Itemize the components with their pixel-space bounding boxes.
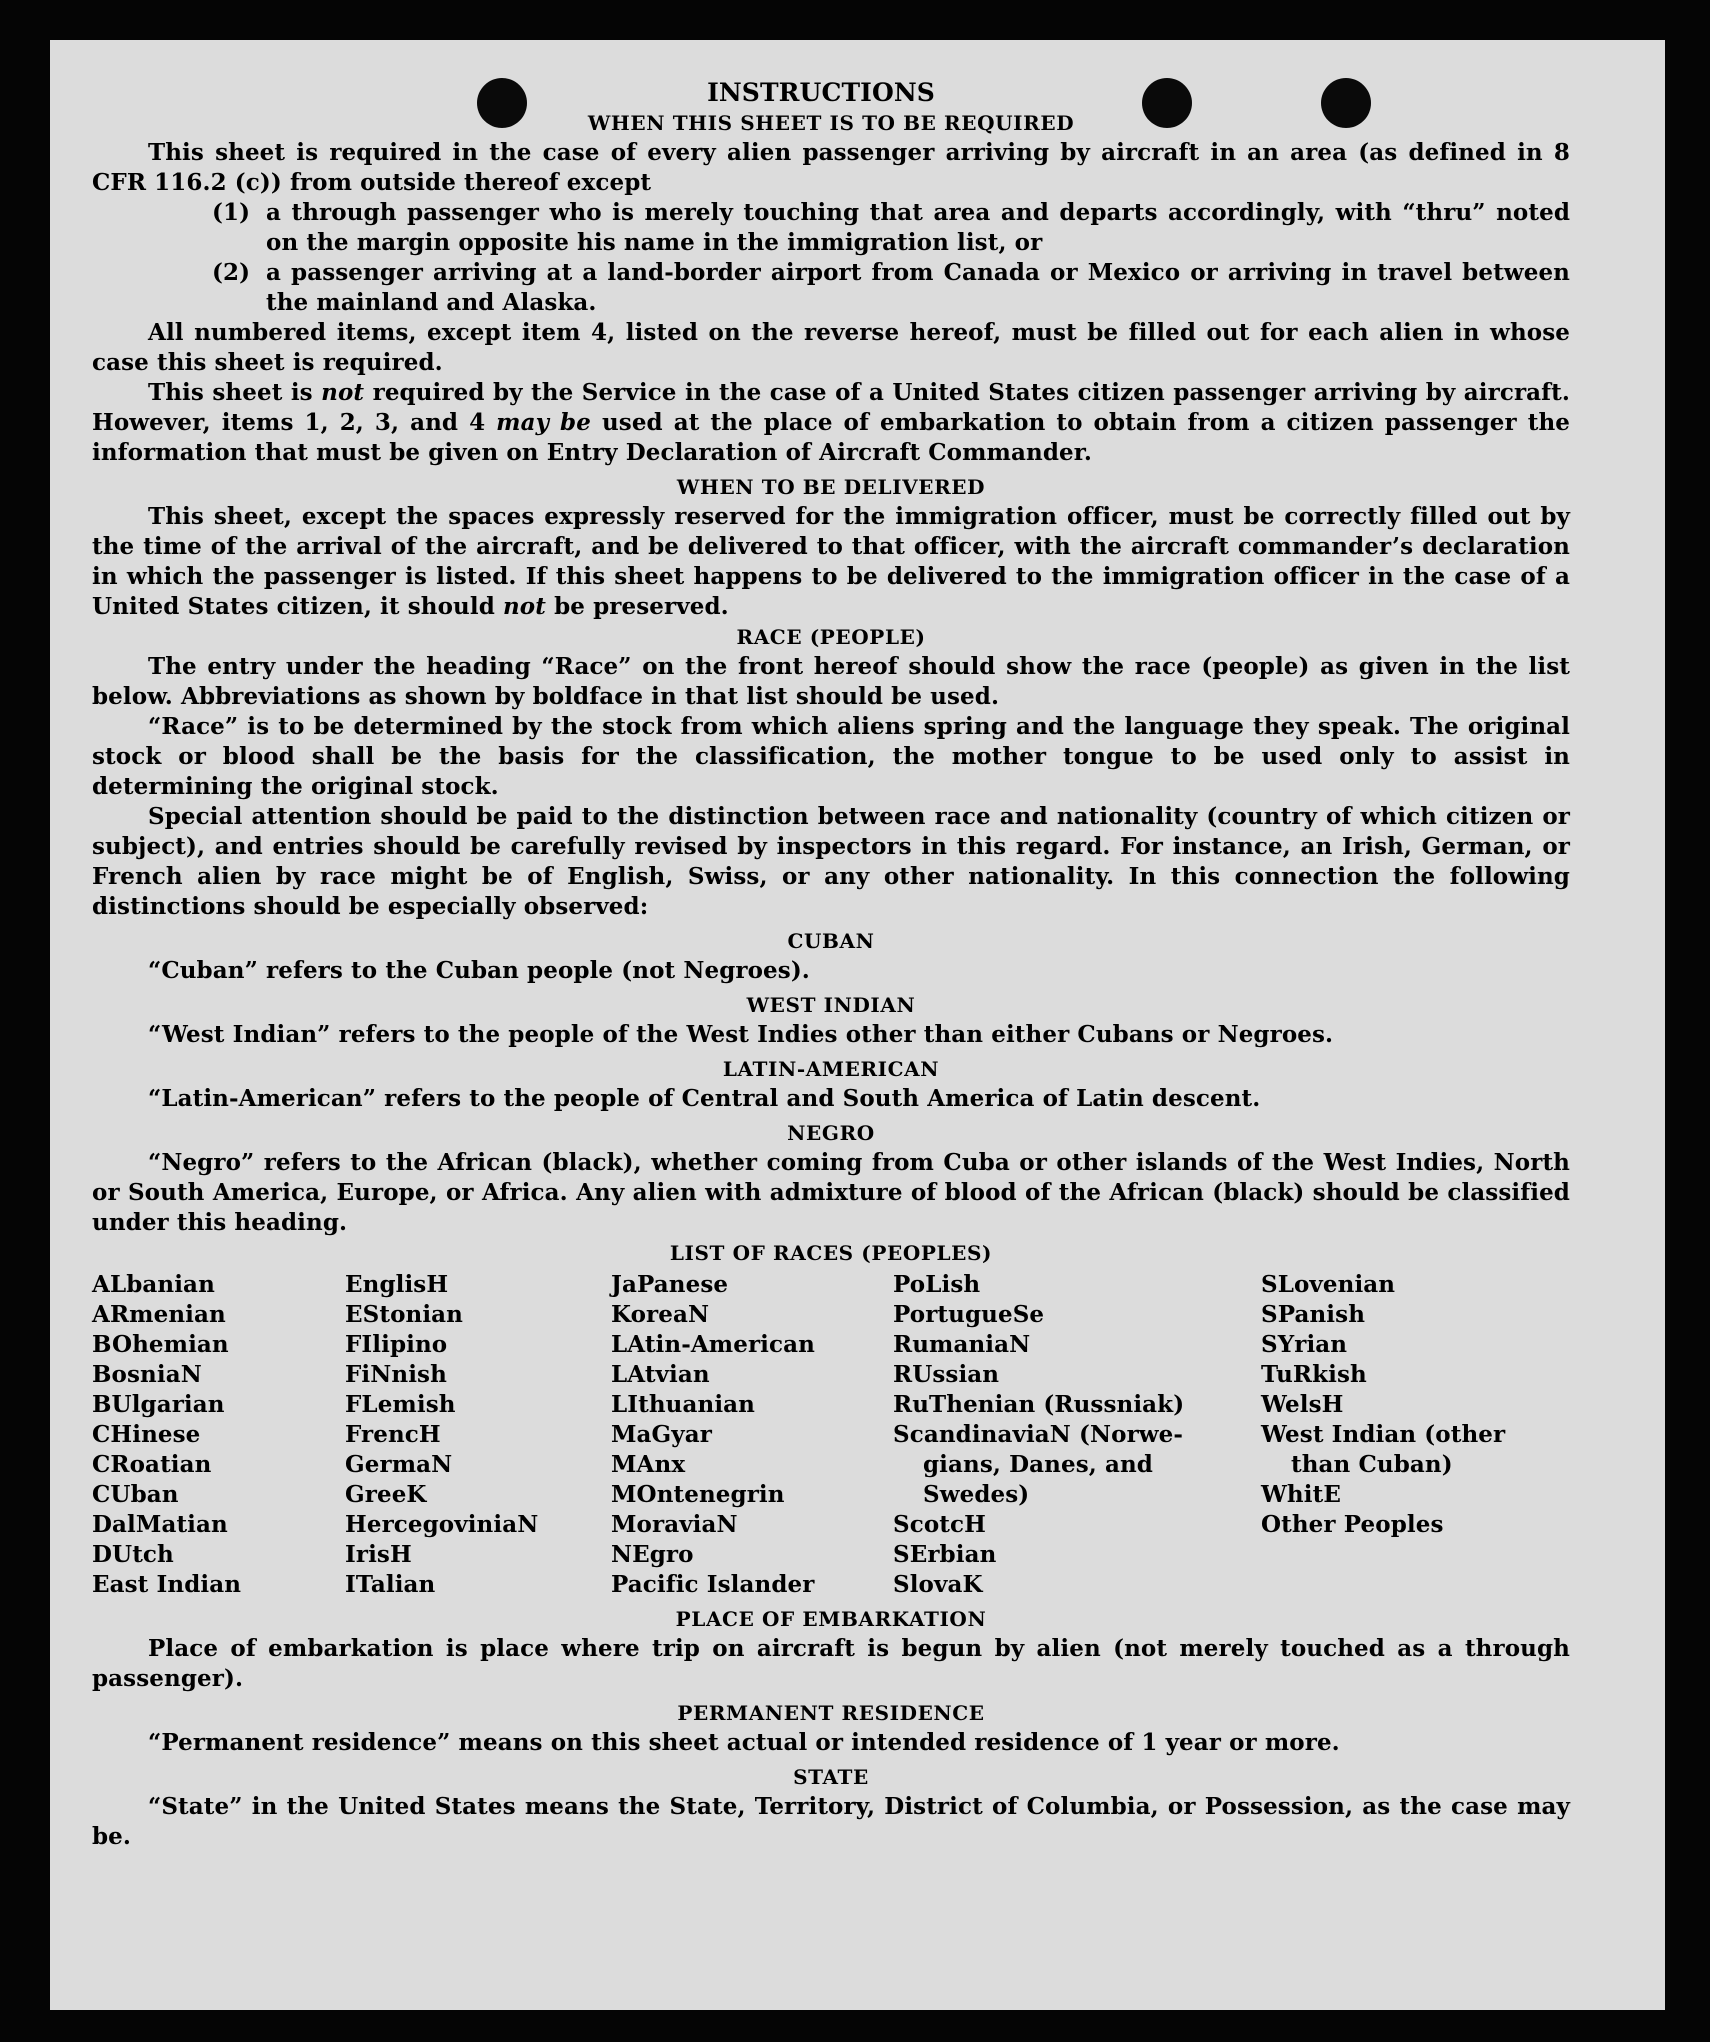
race-entry: gians, Danes, and (923, 1451, 1153, 1478)
text-run: required by the Service in the case of a United States citizen passenger arriving by aircraft. However, items 1, 2, 3, and 4 (92, 379, 1570, 436)
section-heading: RACE (PEOPLE) (736, 625, 926, 649)
race-entry: RUssian (893, 1361, 1000, 1388)
race-list (92, 1270, 1570, 1600)
race-entry: ALbanian (92, 1271, 215, 1298)
race-entry: IrisH (345, 1541, 412, 1568)
paragraph: “Negro” refers to the African (black), whether coming from Cuba or other islands of the West Indies, North or South America, Europe, or Africa. Any alien with admixture of blood of the African (black) should be classified under this heading. (92, 1149, 1570, 1236)
emphasis: may be (496, 409, 591, 436)
race-entry: ARmenian (92, 1301, 226, 1328)
race-entry: MoraviaN (611, 1511, 738, 1538)
section-heading: WEST INDIAN (746, 993, 916, 1017)
section-heading: CUBAN (787, 929, 875, 953)
section-heading: WHEN THIS SHEET IS TO BE REQUIRED (587, 111, 1075, 135)
text-run: used at the place of embarkation to obtain from a citizen passenger the information that must be given on Entry Declaration of Aircraft Commander. (92, 409, 1570, 466)
item-text: a through passenger who is merely touching that area and departs accordingly, with “thru” noted on the margin opposite his name in the immigration list, or (266, 199, 1570, 256)
race-entry: MaGyar (611, 1421, 712, 1448)
race-entry: SlovaK (893, 1571, 983, 1598)
paragraph (92, 378, 1570, 468)
race-entry: GermaN (345, 1451, 453, 1478)
paragraph: This sheet is required in the case of every alien passenger arriving by aircraft in an area (as defined in 8 CFR 116.2 (c)) from outside thereof except (92, 139, 1570, 196)
race-entry: BUlgarian (92, 1391, 225, 1418)
race-entry: Swedes) (923, 1481, 1030, 1508)
race-column (893, 1270, 1261, 1600)
race-column (92, 1270, 345, 1600)
race-entry: DUtch (92, 1541, 174, 1568)
race-entry: West Indian (other (1261, 1421, 1506, 1448)
item-number: (1) (212, 199, 251, 226)
race-entry: ITalian (345, 1571, 436, 1598)
item-text: a passenger arriving at a land-border airport from Canada or Mexico or arriving in travel between the mainland and Alaska. (266, 259, 1570, 316)
race-entry: SErbian (893, 1541, 997, 1568)
paragraph: “Cuban” refers to the Cuban people (not Negroes). (148, 957, 810, 984)
page-title: INSTRUCTIONS (707, 78, 935, 107)
race-column (1261, 1270, 1541, 1600)
race-entry: FLemish (345, 1391, 456, 1418)
race-entry: JaPanese (611, 1271, 729, 1298)
race-entry: RumaniaN (893, 1331, 1031, 1358)
race-entry: FIlipino (345, 1331, 448, 1358)
race-entry: CRoatian (92, 1451, 212, 1478)
race-entry: TuRkish (1261, 1361, 1367, 1388)
race-entry: BOhemian (92, 1331, 229, 1358)
race-entry: GreeK (345, 1481, 427, 1508)
race-entry: FrencH (345, 1421, 441, 1448)
race-entry: Other Peoples (1261, 1511, 1444, 1538)
paragraph: Place of embarkation is place where trip on aircraft is begun by alien (not merely touched as a through passenger). (92, 1635, 1570, 1692)
section-heading: STATE (793, 1765, 869, 1789)
emphasis: not (321, 379, 365, 406)
race-entry: SPanish (1261, 1301, 1366, 1328)
text-run: This sheet, except the spaces expressly reserved for the immigration officer, must be correctly filled out by the time of the arrival of the aircraft, and be delivered to that officer, with the aircraft commander’s declaration in which the passenger is listed. If this sheet happens to be delivered to the immigration officer in the case of a United States citizen, it should (92, 503, 1570, 620)
race-entry: PortugueSe (893, 1301, 1045, 1328)
list-item (92, 258, 1570, 318)
race-entry: Pacific Islander (611, 1571, 815, 1598)
race-entry: CHinese (92, 1421, 201, 1448)
race-column (611, 1270, 893, 1600)
section-heading: PLACE OF EMBARKATION (675, 1607, 987, 1631)
race-entry: RuThenian (Russniak) (893, 1391, 1185, 1418)
paragraph (92, 502, 1570, 622)
paragraph: “State” in the United States means the State, Territory, District of Columbia, or Possession, as the case may be. (92, 1793, 1570, 1850)
race-entry: NEgro (611, 1541, 694, 1568)
section-heading: LATIN-AMERICAN (722, 1057, 940, 1081)
race-entry: SYrian (1261, 1331, 1348, 1358)
paragraph: “West Indian” refers to the people of the West Indies other than either Cubans or Negroes. (148, 1021, 1334, 1048)
race-entry: DalMatian (92, 1511, 228, 1538)
race-entry: SLovenian (1261, 1271, 1396, 1298)
section-heading: WHEN TO BE DELIVERED (676, 475, 986, 499)
race-entry: PoLish (893, 1271, 981, 1298)
race-entry: HercegoviniaN (345, 1511, 539, 1538)
race-entry: LAtvian (611, 1361, 710, 1388)
race-entry: BosniaN (92, 1361, 202, 1388)
race-entry: KoreaN (611, 1301, 710, 1328)
race-entry: WhitE (1261, 1481, 1341, 1508)
paragraph: “Permanent residence” means on this sheet actual or intended residence of 1 year or more. (148, 1729, 1340, 1756)
race-entry: East Indian (92, 1571, 242, 1598)
instructions-content (92, 78, 1570, 1852)
list-item (92, 198, 1570, 258)
race-entry: EnglisH (345, 1271, 449, 1298)
section-heading: LIST OF RACES (PEOPLES) (669, 1241, 993, 1265)
paragraph: The entry under the heading “Race” on the front hereof should show the race (people) as given in the list below. Abbreviations as shown by boldface in that list should be used. (92, 653, 1570, 710)
race-entry: WelsH (1261, 1391, 1344, 1418)
paragraph: “Latin-American” refers to the people of Central and South America of Latin descent. (148, 1085, 1261, 1112)
text-run: be preserved. (545, 593, 729, 620)
race-entry: CUban (92, 1481, 179, 1508)
race-entry: than Cuban) (1291, 1451, 1453, 1478)
text-run: This sheet is (148, 379, 322, 406)
item-number: (2) (212, 259, 251, 286)
race-entry: ScandinaviaN (Norwe- (893, 1421, 1184, 1448)
race-entry: MOntenegrin (611, 1481, 785, 1508)
race-entry: LIthuanian (611, 1391, 755, 1418)
race-entry: EStonian (345, 1301, 463, 1328)
race-column (345, 1270, 611, 1600)
emphasis: not (502, 593, 546, 620)
race-entry: LAtin-American (611, 1331, 815, 1358)
race-entry: FiNnish (345, 1361, 447, 1388)
race-entry: ScotcH (893, 1511, 986, 1538)
section-heading: NEGRO (787, 1121, 875, 1145)
paragraph: All numbered items, except item 4, listed on the reverse hereof, must be filled out for each alien in whose case this sheet is required. (92, 319, 1570, 376)
paragraph: Special attention should be paid to the distinction between race and nationality (country of which citizen or subject), and entries should be carefully revised by inspectors in this regard. For instance, an Irish, German, or French alien by race might be of English, Swiss, or any other nationality. In this connection the following distinctions should be especially observed: (92, 803, 1570, 920)
paragraph: “Race” is to be determined by the stock from which aliens spring and the language they speak. The original stock or blood shall be the basis for the classification, the mother tongue to be used only to assist in determining the original stock. (92, 713, 1570, 800)
race-entry: MAnx (611, 1451, 686, 1478)
section-heading: PERMANENT RESIDENCE (677, 1701, 985, 1725)
